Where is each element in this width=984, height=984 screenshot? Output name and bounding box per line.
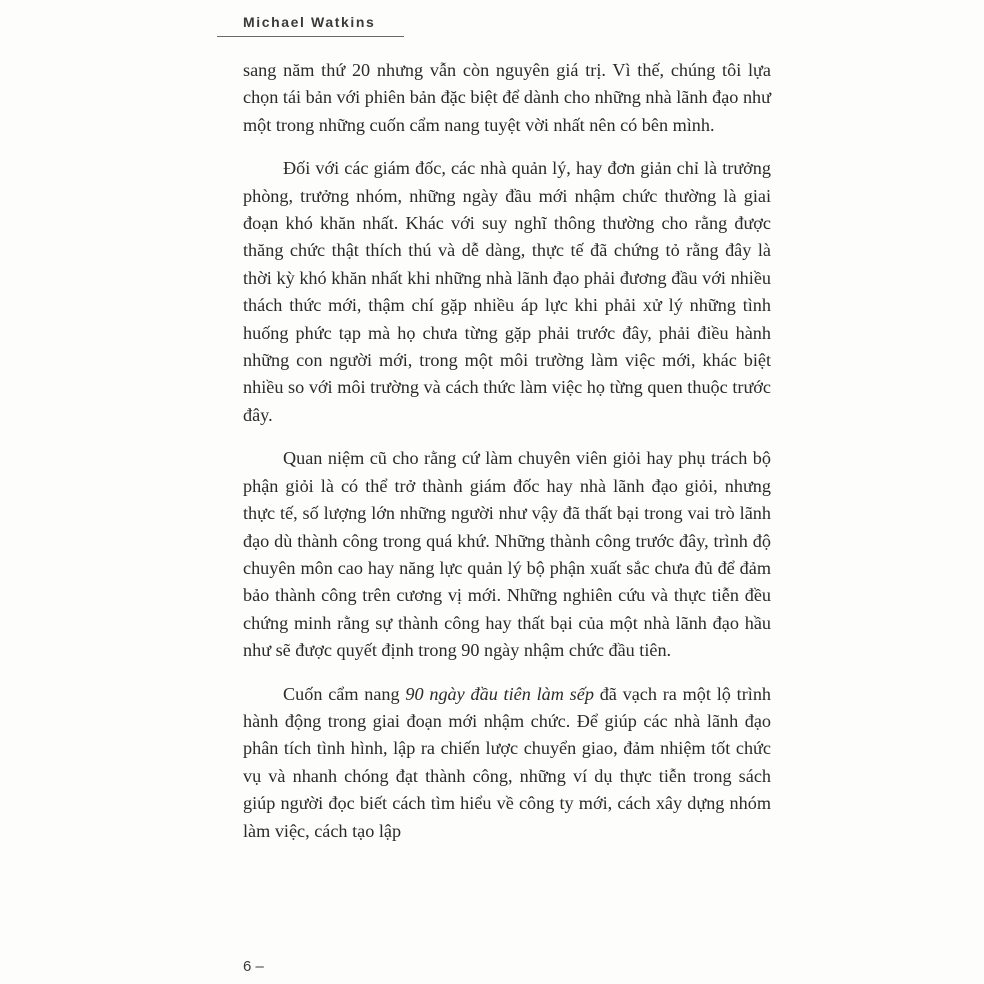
paragraph-1: sang năm thứ 20 nhưng vẫn còn nguyên giá trị. Vì thế, chúng tôi lựa chọn tái bản với phiên bản đặc biệt để dành cho những nhà lãnh đạo như một trong những cuốn cẩm nang tuyệt vời nhất nên có bên mình.: [243, 60, 771, 135]
paragraph-4: [243, 681, 771, 845]
page-number: 6 –: [243, 958, 264, 975]
paragraph-4-before: Cuốn cẩm nang: [283, 683, 406, 704]
book-title-italic: 90 ngày đầu tiên làm sếp: [405, 683, 594, 704]
header-rule: [217, 36, 404, 37]
body-text: [243, 57, 771, 861]
paragraph-3: Quan niệm cũ cho rằng cứ làm chuyên viên giỏi hay phụ trách bộ phận giỏi là có thể trở thành giám đốc hay nhà lãnh đạo giỏi, nhưng thực tế, số lượng lớn những người như vậy đã thất bại trong vai trò lãnh đạo dù thành công trong quá khứ. Những thành công trước đây, trình độ chuyên môn cao hay năng lực quản lý bộ phận xuất sắc chưa đủ để đảm bảo thành công trên cương vị mới. Những nghiên cứu và thực tiễn đều chứng minh rằng sự thành công hay thất bại của một nhà lãnh đạo hầu như sẽ được quyết định trong 90 ngày nhậm chức đầu tiên.: [243, 448, 771, 661]
paragraph-2: Đối với các giám đốc, các nhà quản lý, hay đơn giản chỉ là trưởng phòng, trưởng nhóm, những ngày đầu mới nhậm chức thường là giai đoạn khó khăn nhất. Khác với suy nghĩ thông thường cho rằng được thăng chức thật thích thú và dễ dàng, thực tế đã chứng tỏ rằng đây là thời kỳ khó khăn nhất khi những nhà lãnh đạo phải đương đầu với nhiều thách thức mới, thậm chí gặp nhiều áp lực khi phải xử lý những tình huống phức tạp mà họ chưa từng gặp phải trước đây, phải điều hành những con người mới, trong một môi trường làm việc mới, khác biệt nhiều so với môi trường và cách thức làm việc họ từng quen thuộc trước đây.: [243, 158, 771, 425]
running-head-author: Michael Watkins: [243, 14, 376, 30]
paragraph-4-after: đã vạch ra một lộ trình hành động trong giai đoạn mới nhậm chức. Để giúp các nhà lãnh đạo phân tích tình hình, lập ra chiến lược chuyển giao, đảm nhiệm tốt chức vụ và nhanh chóng đạt thành công, những ví dụ thực tiễn trong sách giúp người đọc biết cách tìm hiểu về công ty mới, cách xây dựng nhóm làm việc, cách tạo lập: [243, 683, 772, 841]
